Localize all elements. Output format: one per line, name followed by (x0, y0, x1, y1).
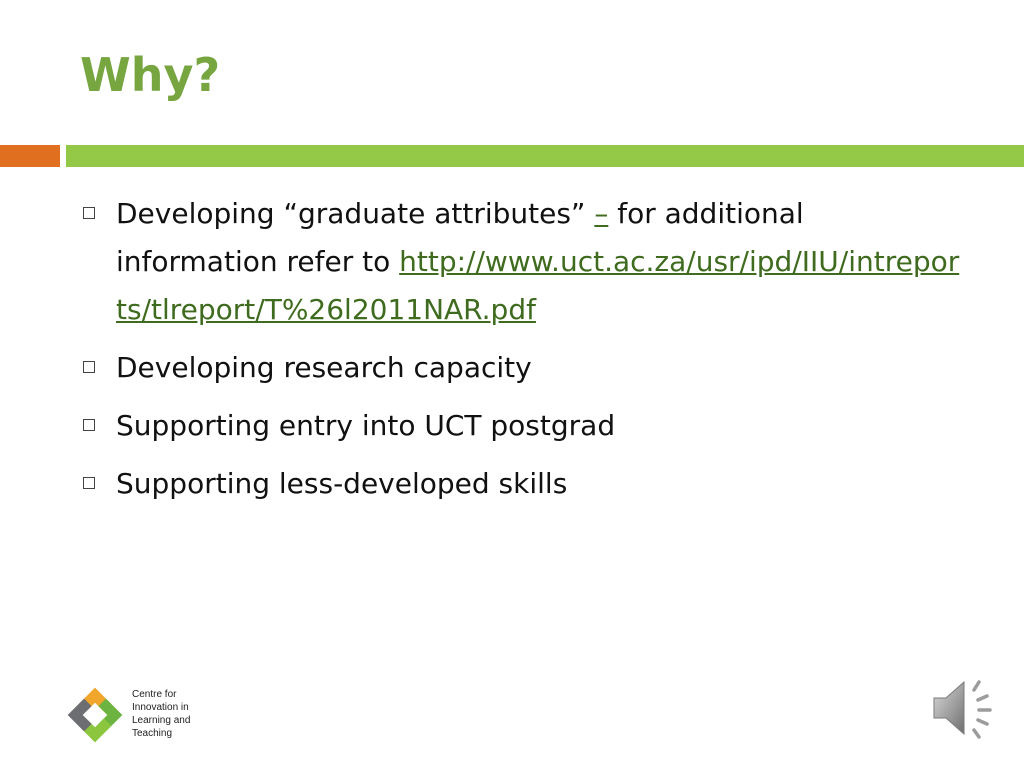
speaker-icon[interactable] (928, 674, 1000, 740)
bullet-item-less-developed-skills (80, 460, 970, 508)
accent-bar-green (66, 145, 1024, 167)
bullet-item-graduate-attributes (80, 190, 970, 334)
bullet-text-suffix: for additional information refer to (116, 197, 804, 278)
cilt-logo-text (132, 688, 222, 740)
bullet-text: Developing research capacity (116, 351, 532, 384)
logo-line: Learning and (132, 715, 191, 726)
slide-title: Why? (80, 48, 221, 102)
square-bullet-icon (83, 477, 95, 489)
dash-link[interactable]: – (594, 197, 609, 230)
bullet-item-research-capacity (80, 344, 970, 392)
cilt-logo-icon (66, 686, 124, 744)
report-url-link[interactable]: http://www.uct.ac.za/usr/ipd/IIU/intreports/tlreport/T%26l2011NAR.pdf (116, 245, 960, 326)
logo-line: Teaching (132, 728, 173, 739)
bullet-list (80, 190, 970, 518)
bullet-item-uct-postgrad (80, 402, 970, 450)
logo-line: Innovation in (132, 702, 189, 713)
logo-line: Centre for (132, 689, 177, 700)
accent-bar-orange (0, 145, 60, 167)
bullet-text: Supporting entry into UCT postgrad (116, 409, 616, 442)
square-bullet-icon (83, 419, 95, 431)
bullet-text-prefix: Developing “graduate attributes” (116, 197, 595, 230)
bullet-text: Supporting less-developed skills (116, 467, 568, 500)
square-bullet-icon (83, 207, 95, 219)
square-bullet-icon (83, 361, 95, 373)
